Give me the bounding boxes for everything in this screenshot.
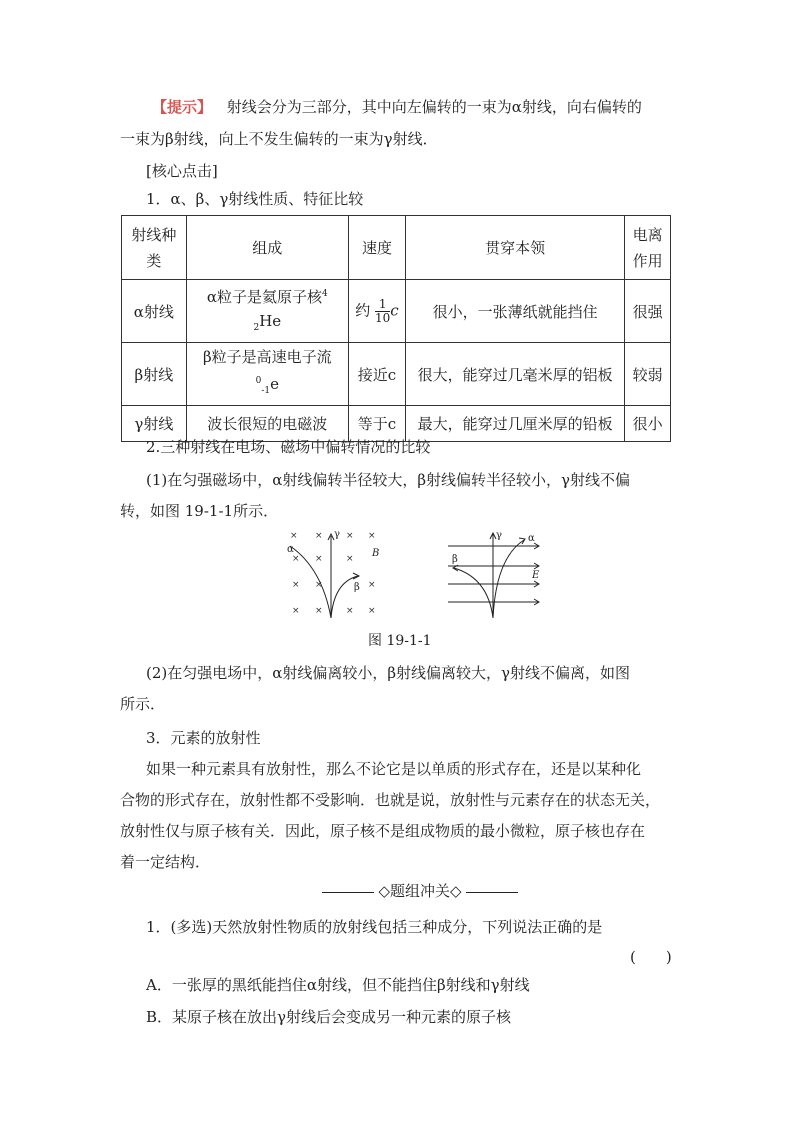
cell-speed: 等于c [348, 406, 405, 442]
cell-composition [186, 280, 348, 343]
table-header-row [122, 216, 671, 280]
magnetic-field-diagram [282, 528, 392, 620]
cell-ionization: 较弱 [625, 343, 671, 406]
item2-p2-line2: 所示． [120, 695, 166, 713]
cross-mark: × [315, 606, 323, 616]
mass-number: 4 [322, 289, 328, 299]
field-b-label: B [372, 548, 380, 559]
header-type: 射线种类 [122, 216, 187, 280]
cross-mark: × [346, 554, 354, 564]
speed-prefix: 约 [355, 301, 371, 319]
header-speed: 速度 [348, 216, 405, 280]
symbol: e [270, 375, 279, 393]
tip-label: 【提示】 [152, 98, 213, 116]
divider-line-right [466, 892, 518, 893]
cell-speed [348, 280, 405, 343]
cell-speed: 接近c [348, 343, 405, 406]
answer-blank: ( ) [630, 948, 672, 966]
option-b: B．某原子核在放出γ射线后会变成另一种元素的原子核 [146, 1008, 511, 1026]
tip-line-2: 一束为β射线，向上不发生偏转的一束为γ射线． [120, 130, 438, 148]
cell-composition [186, 343, 348, 406]
table-row [122, 343, 671, 406]
gamma-label: γ [334, 529, 340, 540]
beta-label: β [452, 554, 458, 565]
item2-p1-line1: (1)在匀强磁场中，α射线偏转半径较大，β射线偏转半径较小，γ射线不偏 [146, 471, 631, 489]
item2-title: 2.三种射线在电场、磁场中偏转情况的比较 [146, 438, 431, 456]
composition-text: α粒子是氦原子核 [206, 288, 322, 306]
mass-number: 0 [255, 376, 262, 386]
tip-text-1: 射线会分为三部分，其中向左偏转的一束为α射线，向右偏转的 [226, 98, 642, 116]
section-title: [核心点击] [146, 162, 218, 180]
figure-caption: 图 19-1-1 [368, 633, 432, 649]
cross-mark: × [292, 606, 300, 616]
item3-line-2: 合物的形式存在，放射性都不受影响．也就是说，放射性与元素存在的状态无关， [120, 791, 661, 809]
cross-mark: × [368, 580, 376, 590]
table-row [122, 280, 671, 343]
alpha-label: α [528, 533, 535, 544]
cross-mark: × [346, 531, 354, 541]
cross-mark: × [290, 531, 298, 541]
speed-fraction [375, 298, 390, 325]
symbol: He [259, 312, 282, 330]
cross-mark: × [315, 554, 323, 564]
gamma-label: γ [496, 530, 502, 541]
fraction-denominator: 10 [375, 310, 391, 325]
cell-ionization: 很小 [625, 406, 671, 442]
comparison-table [121, 215, 671, 442]
cell-penetration: 很大，能穿过几毫米厚的铝板 [406, 343, 625, 406]
cross-mark: × [368, 531, 376, 541]
option-a: A．一张厚的黑纸能挡住α射线，但不能挡住β射线和γ射线 [146, 976, 530, 994]
item3-title: 3．元素的放射性 [146, 729, 261, 747]
field-e-label: E [532, 570, 540, 581]
beta-label: β [354, 582, 360, 593]
item2-p2-line1: (2)在匀强电场中，α射线偏离较小，β射线偏离较大，γ射线不偏离，如图 [146, 664, 631, 682]
cell-penetration: 最大，能穿过几厘米厚的铅板 [406, 406, 625, 442]
cross-mark: × [346, 606, 354, 616]
cross-mark: × [315, 580, 323, 590]
alpha-label: α [287, 544, 294, 555]
divider-text: ◇题组冲关◇ [378, 882, 462, 900]
cell-composition: 波长很短的电磁波 [186, 406, 348, 442]
header-penetration: 贯穿本领 [406, 216, 625, 280]
cell-type: β射线 [122, 343, 187, 406]
header-ionization: 电离作用 [625, 216, 671, 280]
item3-line-3: 放射性仅与原子核有关．因此，原子核不是组成物质的最小微粒，原子核也存在 [120, 822, 646, 840]
tip-line-1 [120, 96, 680, 117]
cross-mark: × [315, 531, 323, 541]
item1-title: 1．α、β、γ射线性质、特征比较 [146, 190, 364, 208]
section-divider [310, 880, 530, 901]
cell-ionization: 很强 [625, 280, 671, 343]
speed-suffix: c [390, 301, 399, 319]
item3-line-4: 着一定结构． [120, 853, 211, 871]
cross-mark: × [292, 554, 300, 564]
cell-type: α射线 [122, 280, 187, 343]
question-stem: 1．(多选)天然放射性物质的放射线包括三种成分，下列说法正确的是 [146, 918, 603, 936]
cell-penetration: 很小，一张薄纸就能挡住 [406, 280, 625, 343]
cell-type: γ射线 [122, 406, 187, 442]
atomic-number: 2 [253, 323, 260, 333]
header-composition: 组成 [186, 216, 348, 280]
item2-p1-line2: 转，如图 19-1-1所示． [120, 502, 279, 520]
fraction-numerator: 1 [375, 298, 390, 312]
composition-text: β粒子是高速电子流 [202, 348, 332, 366]
electric-field-diagram [440, 528, 552, 620]
item3-line-1: 如果一种元素具有放射性，那么不论它是以单质的形式存在，还是以某种化 [146, 760, 642, 778]
atomic-number: -1 [261, 386, 271, 396]
cross-mark: × [292, 580, 300, 590]
divider-line-left [322, 892, 374, 893]
cross-mark: × [368, 606, 376, 616]
